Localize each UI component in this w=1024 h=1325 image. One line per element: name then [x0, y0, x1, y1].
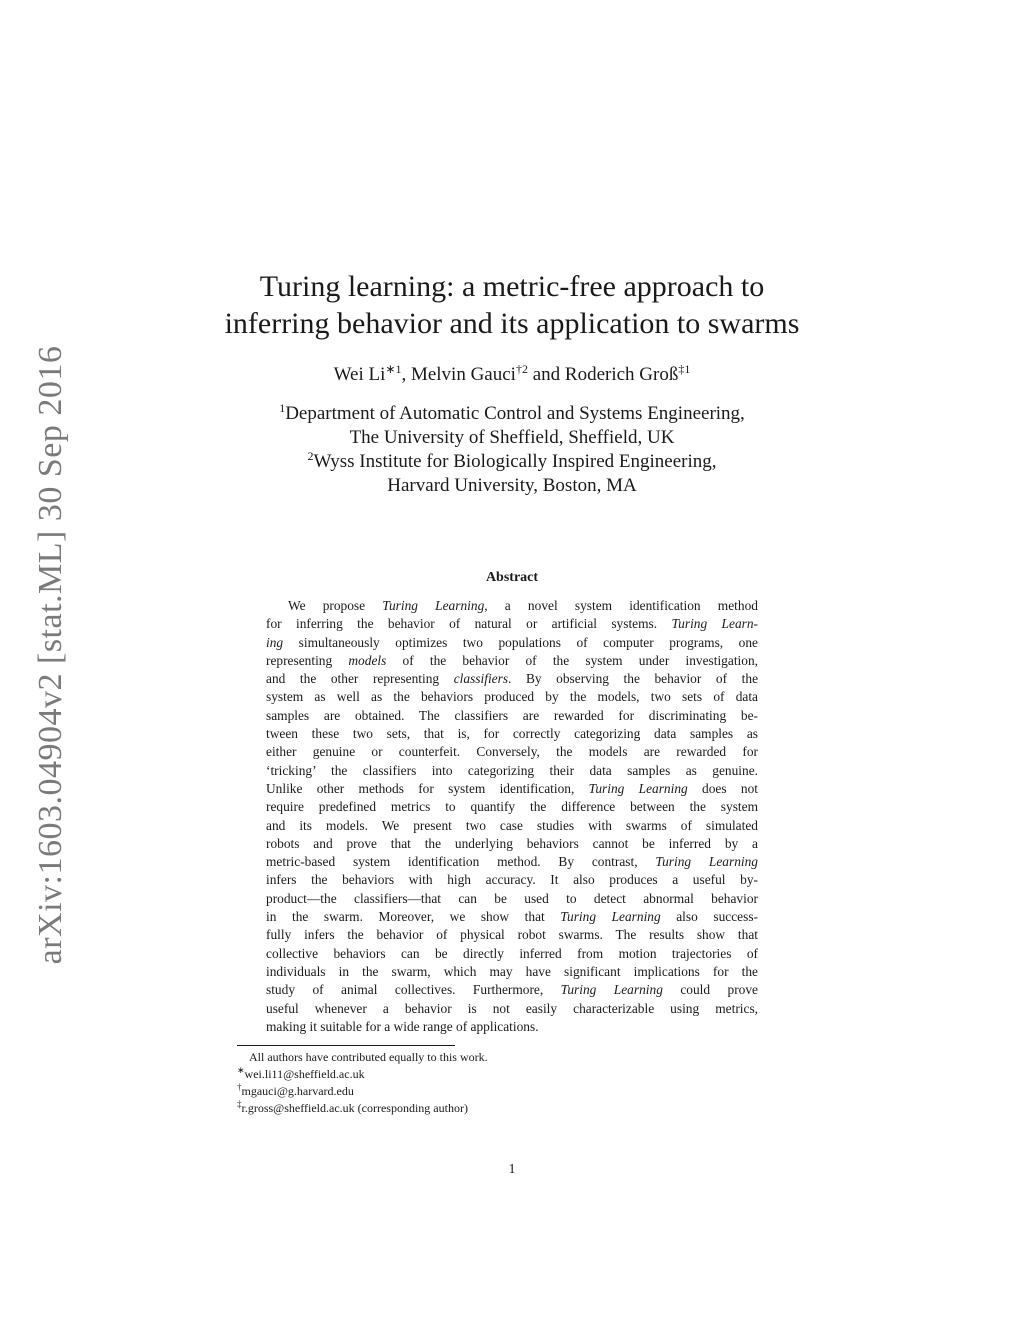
abstract-line	[266, 963, 758, 981]
abstract-text: Unlike other methods for system identification,	[266, 780, 589, 796]
abstract-text: making it suitable for a wide range of applications.	[266, 1018, 539, 1034]
abstract-text: . By observing the behavior of the	[508, 671, 758, 687]
abstract-emphasis: classifiers	[453, 671, 509, 687]
abstract-text: fully infers the behavior of physical robot swarms. The results show that	[266, 927, 758, 943]
abstract-emphasis: Turing Learning	[560, 982, 663, 998]
author-name: Melvin Gauci	[410, 364, 516, 385]
abstract-emphasis: Turing Learning	[588, 780, 688, 796]
abstract-text: representing	[266, 652, 349, 668]
affiliation-line: The University of Sheffield, Sheffield, UK	[349, 427, 675, 448]
abstract-text: individuals in the swarm, which may have significant implications for the	[266, 963, 758, 979]
abstract-text: infers the behaviors with high accuracy. It also produces a useful by-	[266, 872, 758, 888]
abstract-line	[266, 688, 758, 706]
abstract-text: , a novel system identification method	[484, 598, 758, 613]
abstract-text: could prove	[662, 982, 758, 998]
abstract-line	[266, 835, 758, 853]
footnotes	[237, 1049, 797, 1117]
footnote-email: r.gross@sheffield.ac.uk (corresponding author)	[241, 1101, 468, 1115]
footnote	[237, 1066, 797, 1083]
author-mark: †2	[515, 362, 528, 376]
affiliation-line: Harvard University, Boston, MA	[387, 475, 637, 496]
affiliation-mark: 1	[279, 401, 286, 415]
abstract-emphasis: Turing Learning	[655, 854, 758, 870]
abstract-line	[266, 890, 758, 908]
footnote-mark: †	[237, 1082, 242, 1092]
author-separator: and	[527, 364, 565, 385]
abstract-line	[266, 945, 758, 963]
abstract-text: does not	[687, 780, 758, 796]
abstract-line	[266, 926, 758, 944]
author-mark: ‡1	[678, 362, 691, 376]
abstract-text: useful whenever a behavior is not easily characterizable using metrics,	[266, 1000, 758, 1016]
abstract-text: simultaneously optimizes two populations of computer programs, one	[283, 634, 758, 650]
footnote	[237, 1049, 797, 1066]
affiliation-text: Wyss Institute for Biologically Inspired Engineering,	[313, 451, 717, 472]
abstract-body	[266, 597, 758, 1036]
abstract-text: robots and prove that the underlying behaviors cannot be inferred by a	[266, 835, 758, 851]
abstract-text: of the behavior of the system under investigation,	[386, 652, 758, 668]
footnote-divider	[237, 1045, 455, 1046]
abstract-emphasis: Turing Learn-	[671, 616, 758, 632]
abstract-line	[266, 743, 758, 761]
paper-title	[212, 268, 812, 342]
abstract-line	[266, 597, 758, 615]
abstract-text: and the other representing	[266, 671, 454, 687]
abstract-line	[266, 780, 758, 798]
affiliation-mark: 2	[307, 449, 314, 463]
abstract-text: tween these two sets, that is, for correctly categorizing data samples as	[266, 726, 758, 742]
title-line: inferring behavior and its application to swarms	[224, 307, 800, 340]
abstract-line	[266, 1000, 758, 1018]
affiliations	[212, 402, 812, 498]
abstract-line	[266, 615, 758, 633]
abstract-text: collective behaviors can be directly inferred from motion trajectories of	[266, 945, 758, 961]
abstract-text: study of animal collectives. Furthermore,	[266, 982, 561, 998]
abstract-line	[266, 670, 758, 688]
footnote	[237, 1083, 797, 1100]
abstract-line	[266, 1018, 758, 1036]
page-number: 1	[508, 1162, 516, 1177]
abstract-line	[266, 817, 758, 835]
affiliation-text: Department of Automatic Control and Systems Engineering,	[285, 403, 745, 424]
abstract-text: system as well as the behaviors produced by the models, two sets of data	[266, 689, 758, 705]
abstract-line	[266, 871, 758, 889]
abstract-heading: Abstract	[485, 570, 539, 585]
abstract-line	[266, 725, 758, 743]
abstract-emphasis: Turing Learning	[382, 598, 485, 613]
affiliation-line	[212, 402, 812, 426]
abstract-line	[266, 707, 758, 725]
footnote-mark: ∗	[237, 1065, 245, 1075]
arxiv-identifier-stamp: arXiv:1603.04904v2 [stat.ML] 30 Sep 2016	[32, 345, 69, 965]
author-list	[212, 364, 812, 386]
abstract-text: samples are obtained. The classifiers are rewarded for discriminating be-	[266, 707, 758, 723]
author-separator: ,	[401, 364, 411, 385]
abstract-line	[266, 652, 758, 670]
footnote	[237, 1100, 797, 1117]
abstract-text: metric-based system identification method. By contrast,	[266, 854, 656, 870]
author-name: Roderich Groß	[564, 364, 679, 385]
abstract-text: We propose	[288, 598, 383, 613]
abstract-emphasis: ing	[266, 634, 284, 650]
footnote-mark: ‡	[237, 1099, 242, 1109]
title-line: Turing learning: a metric-free approach to	[259, 270, 765, 303]
abstract-line	[266, 634, 758, 652]
author-name: Wei Li	[333, 364, 386, 385]
affiliation-line	[212, 450, 812, 474]
abstract-line	[266, 853, 758, 871]
abstract-text: also success-	[660, 909, 758, 925]
abstract-text: and its models. We present two case studies with swarms of simulated	[266, 817, 758, 833]
abstract-text: product—the classifiers—that can be used to detect abnormal behavior	[266, 890, 758, 906]
abstract-line	[266, 981, 758, 999]
abstract-text: ‘tricking’ the classifiers into categorizing their data samples as genuine.	[266, 762, 758, 778]
abstract-line	[266, 762, 758, 780]
abstract-text: either genuine or counterfeit. Conversely, the models are rewarded for	[266, 744, 758, 760]
footnote-email: mgauci@g.harvard.edu	[241, 1084, 354, 1098]
abstract-emphasis: models	[348, 652, 387, 668]
abstract-line	[266, 908, 758, 926]
abstract-text: in the swarm. Moreover, we show that	[266, 909, 561, 925]
abstract-emphasis: Turing Learning	[560, 909, 661, 925]
footnote-email: wei.li11@sheffield.ac.uk	[244, 1067, 365, 1081]
author-mark: ∗1	[385, 362, 402, 376]
abstract-line	[266, 798, 758, 816]
abstract-text: for inferring the behavior of natural or artificial systems.	[266, 616, 672, 632]
abstract-text: require predefined metrics to quantify the difference between the system	[266, 799, 758, 815]
footnote-text: All authors have contributed equally to this work.	[249, 1050, 488, 1064]
